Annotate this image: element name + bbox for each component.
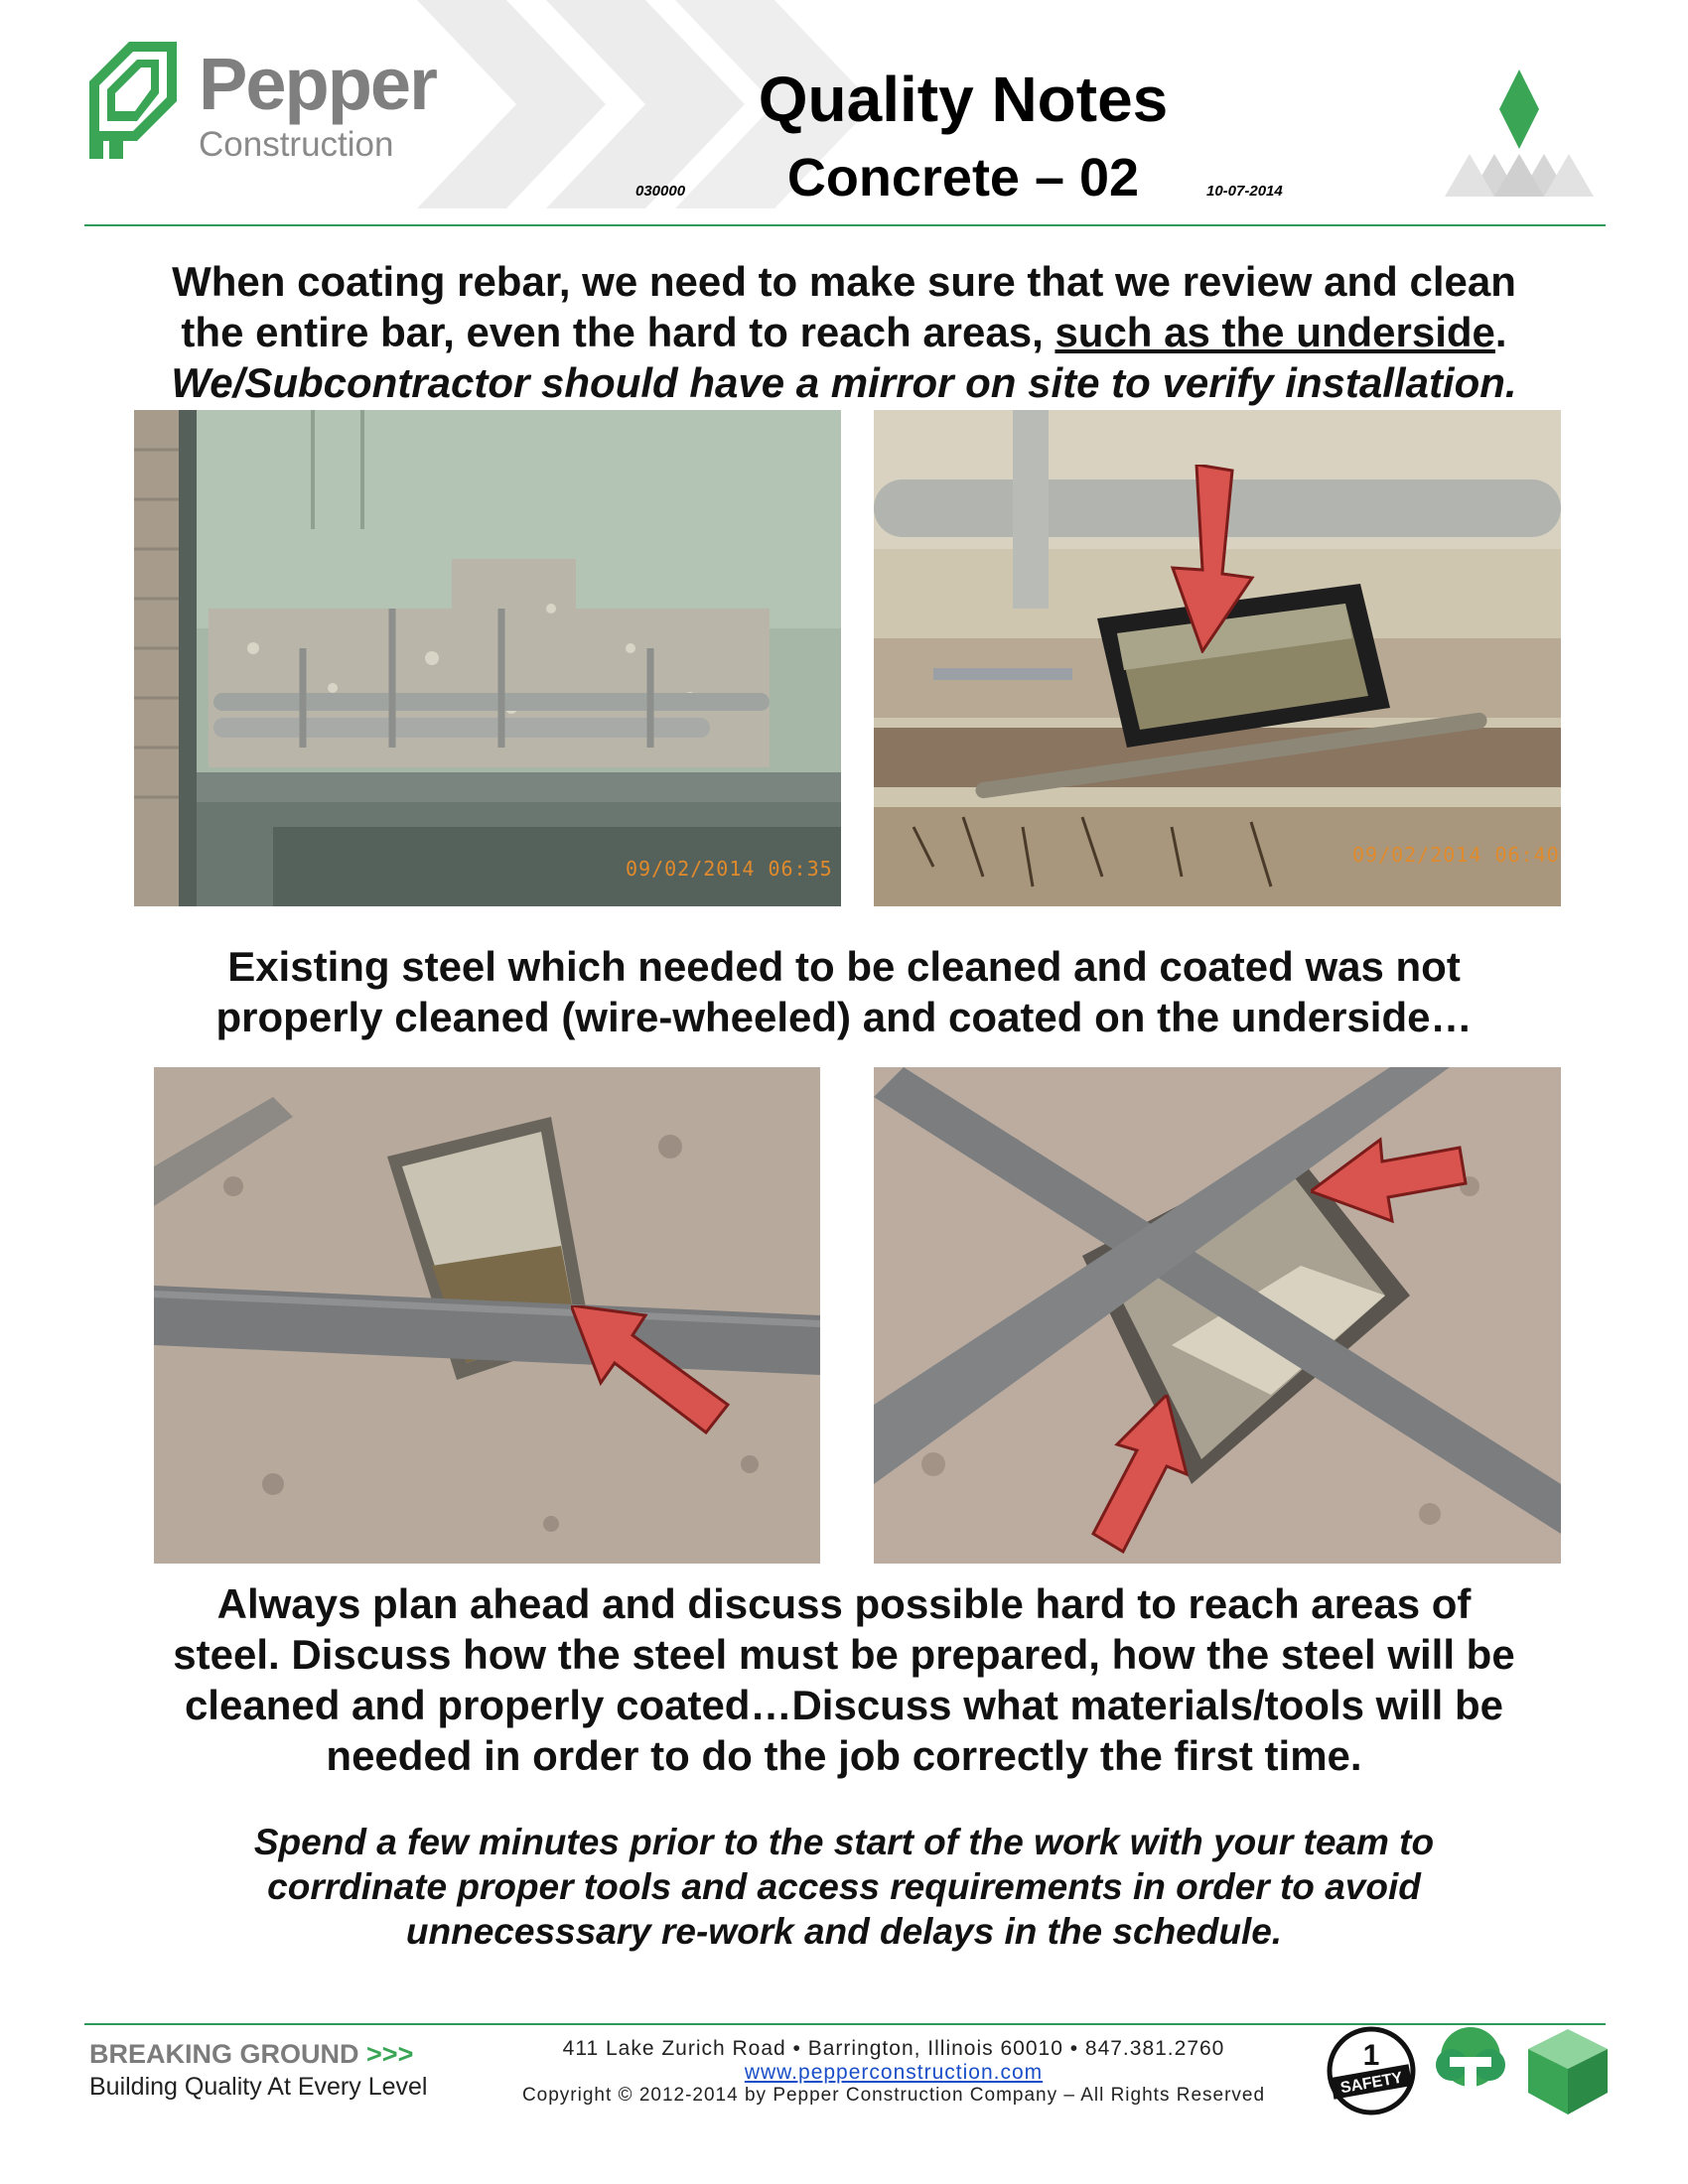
intro-line-2-pre: the entire bar, even the hard to reach areas, [181,309,1055,355]
triangle-logo-icon [1440,69,1599,199]
guidance-line-1: Always plan ahead and discuss possible hard to reach areas of [216,1580,1472,1627]
footer-copyright: Copyright © 2012-2014 by Pepper Construction Company – All Rights Reserved [521,2085,1266,2106]
pepper-logo-icon [89,42,177,159]
finding-line-1: Existing steel which needed to be cleaned and coated was not [227,943,1461,990]
red-arrow-icon [1311,1132,1470,1231]
red-arrow-icon [1087,1395,1196,1554]
green-cube-icon [1524,2025,1612,2116]
tree-icon [1430,2025,1511,2116]
red-arrow-icon [571,1305,730,1434]
red-arrow-icon [1167,465,1256,653]
guidance-text [99,1578,1589,1781]
intro-line-1: When coating rebar, we need to make sure that we review and clean [172,258,1516,305]
footer-tagline: Building Quality At Every Level [89,2073,428,2101]
breaking-ground-label [89,2039,413,2070]
finding-line-2: properly cleaned (wire-wheeled) and coated on the underside… [215,994,1473,1040]
reminder-line-2: corrdinate proper tools and access requirements in order to avoid [267,1866,1421,1907]
safety-badge-text: SAFETY [1338,2069,1404,2098]
photo-mirror-inspection [874,410,1561,906]
doc-date: 10-07-2014 [1206,183,1283,200]
page-title: Quality Notes [758,64,1169,135]
reminder-line-3: unnecesssary re-work and delays in the schedule. [405,1911,1283,1952]
photo-wall-rebar [134,410,841,906]
photo-timestamp: 09/02/2014 06:35 [626,857,833,881]
guidance-line-4: needed in order to do the job correctly the first time. [326,1732,1362,1779]
guidance-line-2: steel. Discuss how the steel must be prepared, how the steel will be [173,1631,1515,1678]
photo-timestamp: 09/02/2014 06:40 [1352,843,1560,867]
brand-subtitle: Construction [199,125,394,164]
footer-website-link[interactable]: www.pepperconstruction.com [744,2061,1044,2084]
header-rule [84,224,1606,226]
intro-text [99,256,1589,408]
footer-address: 411 Lake Zurich Road • Barrington, Illinois 60010 • 847.381.2760 [562,2037,1225,2060]
photo-mirror-underside [154,1067,820,1564]
breaking-ground-arrows: >>> [366,2039,414,2069]
doc-code: 030000 [635,183,686,200]
brand-name: Pepper [199,43,436,125]
reminder-line-1: Spend a few minutes prior to the start of the work with your team to [253,1822,1435,1862]
safety-number: 1 [1362,2039,1380,2072]
finding-text [99,941,1589,1042]
intro-underlined: such as the underside [1055,309,1495,355]
intro-line-2-post: . [1494,309,1507,355]
page-subtitle: Concrete – 02 [786,148,1140,207]
guidance-line-3: cleaned and properly coated…Discuss what materials/tools will be [184,1682,1504,1728]
intro-line-3: We/Subcontractor should have a mirror on site to verify installation. [171,359,1517,406]
safety-first-icon [1326,2025,1417,2116]
reminder-text [99,1820,1589,1954]
intro-line-2 [99,307,1589,357]
photo-crossing-rebar-mirror [874,1067,1561,1564]
breaking-ground-text: BREAKING GROUND [89,2039,359,2069]
